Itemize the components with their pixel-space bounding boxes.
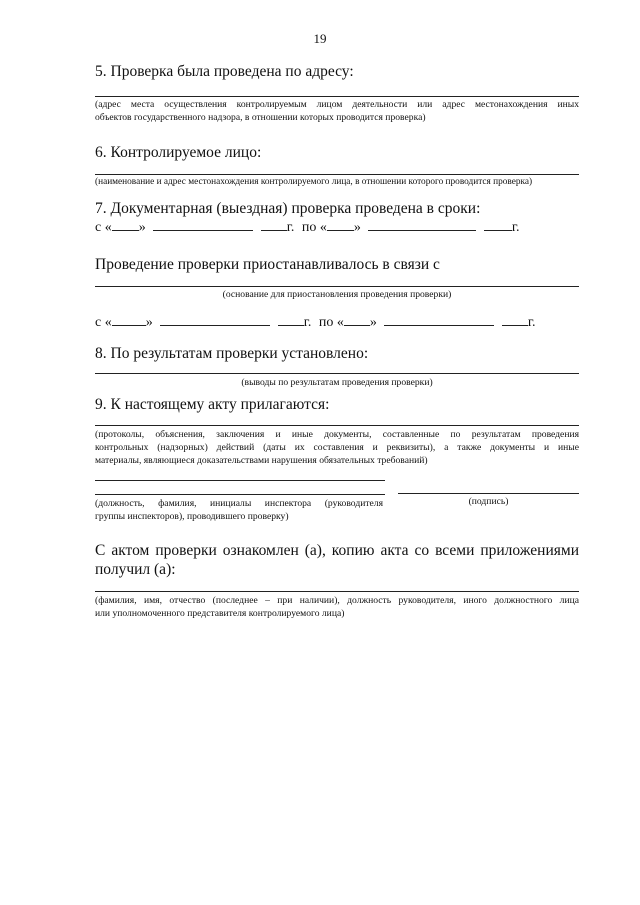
conclusions-line[interactable]	[95, 373, 579, 374]
page-number: 19	[313, 31, 327, 46]
susp-from-month-field[interactable]	[160, 313, 270, 326]
section-6-caption: (наименование и адрес местонахождения контролируемого лица, в отношении которого проводится проверка)	[95, 177, 533, 187]
suspension-caption: (основание для приостановления проведения проверки)	[222, 289, 452, 300]
date-to-day-field[interactable]	[327, 218, 354, 231]
susp-to-open: по «	[318, 315, 344, 330]
recipient-caption-2: или уполномоченного представителя контролируемого лица)	[95, 608, 345, 619]
suspension-dates	[95, 313, 536, 331]
section-9-caption-2: контрольных (надзорных) действий (даты их составления и реквизиты), а также документы и иные	[95, 442, 579, 453]
date-from-close: »	[138, 220, 146, 235]
date-to-year-suffix: г.	[511, 220, 520, 235]
section-8-heading: 8. По результатам проверки установлено:	[95, 345, 369, 362]
date-from-day-field[interactable]	[112, 218, 139, 231]
susp-to-close: »	[369, 315, 377, 330]
controlled-person-line[interactable]	[95, 174, 579, 175]
susp-from-open: с «	[95, 315, 112, 330]
inspector-line-1[interactable]	[95, 480, 385, 481]
section-8-caption: (выводы по результатам проведения проверки)	[241, 377, 433, 388]
section-7-dates	[95, 218, 520, 236]
date-from-year-field[interactable]	[261, 218, 287, 231]
recipient-caption-1: (фамилия, имя, отчество (последнее – при наличии), должность руководителя, иного должностного лица	[95, 595, 579, 606]
inspector-signature-line[interactable]	[398, 493, 579, 494]
suspension-heading: Проведение проверки приостанавливалось в связи с	[95, 256, 440, 273]
acknowledgement-line-2: получил (а):	[95, 561, 176, 578]
susp-from-year-field[interactable]	[278, 313, 304, 326]
inspector-caption-2: группы инспекторов), проводившего проверку)	[95, 511, 289, 522]
date-from-month-field[interactable]	[153, 218, 253, 231]
susp-to-year-field[interactable]	[502, 313, 528, 326]
susp-to-year-suffix: г.	[527, 315, 536, 330]
susp-from-year-suffix: г.	[303, 315, 312, 330]
section-6-heading: 6. Контролируемое лицо:	[95, 144, 262, 161]
date-to-month-field[interactable]	[368, 218, 476, 231]
date-from-year-suffix: г.	[286, 220, 295, 235]
section-5-caption-2: объектов государственного надзора, в отношении которых проводится проверка)	[95, 112, 426, 123]
date-to-open: по «	[301, 220, 327, 235]
susp-from-close: »	[145, 315, 153, 330]
section-9-caption-3: материалы, являющиеся доказательствами нарушения обязательных требований)	[95, 455, 428, 466]
suspension-reason-line[interactable]	[95, 286, 579, 287]
date-from-open: с «	[95, 220, 112, 235]
section-5-heading: 5. Проверка была проведена по адресу:	[95, 63, 354, 80]
section-7-heading: 7. Документарная (выездная) проверка проведена в сроки:	[95, 200, 481, 217]
signature-caption: (подпись)	[468, 496, 509, 507]
acknowledgement-line-1: С актом проверки ознакомлен (а), копию акта со всеми приложениями	[95, 542, 579, 559]
susp-to-month-field[interactable]	[384, 313, 494, 326]
susp-to-day-field[interactable]	[344, 313, 370, 326]
section-9-heading: 9. К настоящему акту прилагаются:	[95, 396, 330, 413]
date-to-close: »	[353, 220, 361, 235]
susp-from-day-field[interactable]	[112, 313, 146, 326]
inspector-line-2[interactable]	[95, 494, 385, 495]
date-to-year-field[interactable]	[484, 218, 512, 231]
attachments-line[interactable]	[95, 425, 579, 426]
address-line[interactable]	[95, 96, 579, 97]
section-5-caption-1: (адрес места осуществления контролируемым лицом деятельности или адрес местонахождения иных	[95, 99, 579, 110]
inspector-caption-1: (должность, фамилия, инициалы инспектора (руководителя	[95, 498, 383, 509]
recipient-line[interactable]	[95, 591, 579, 592]
section-9-caption-1: (протоколы, объяснения, заключения и иные документы, составленные по результатам проведения	[95, 429, 579, 440]
